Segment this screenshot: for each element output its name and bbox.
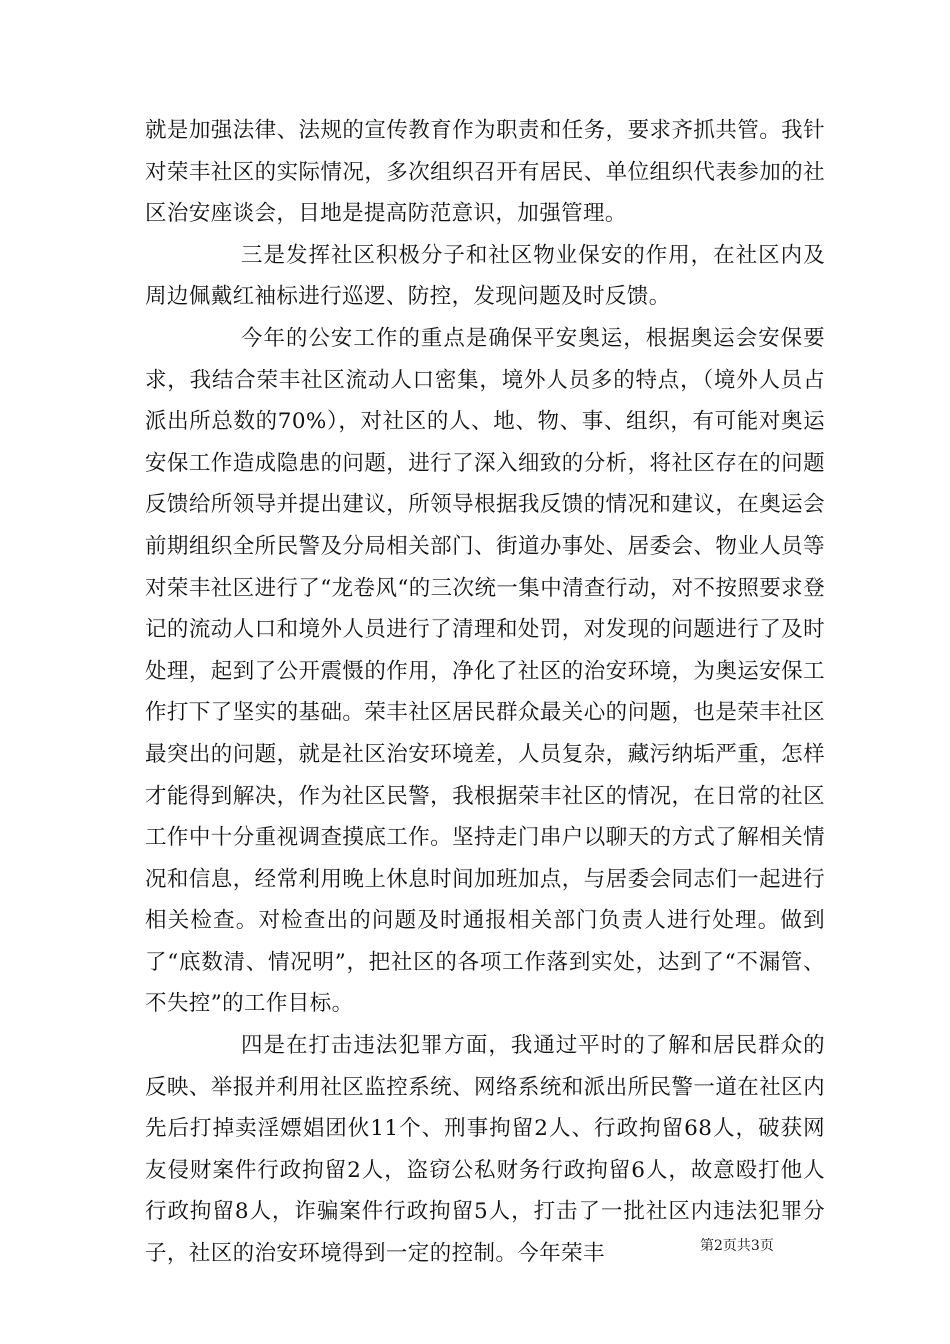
page-number-footer: 第2页共3页 xyxy=(700,1238,774,1254)
paragraph-4: 四是在打击违法犯罪方面，我通过平时的了解和居民群众的反映、举报并利用社区监控系统、网络系统和派出所民警一道在社区内先后打掉卖淫嫖娼团伙11个、刑事拘留2人、行政拘留68人，破获网友侵财案件行政拘留2人，盗窃公私财务行政拘留6人，故意殴打他人行政拘留8人，诈骗案件行政拘留5人，打击了一批社区内违法犯罪分子，社区的治安环境得到一定的控制。今年荣丰 xyxy=(145,1033,825,1267)
paragraph-1: 就是加强法律、法规的宣传教育作为职责和任务，要求齐抓共管。我针对荣丰社区的实际情况，多次组织召开有居民、单位组织代表参加的社区治安座谈会，目地是提高防范意识，加强管理。 xyxy=(145,118,825,227)
paragraph-2: 三是发挥社区积极分子和社区物业保安的作用，在社区内及周边佩戴红袖标进行巡逻、防控，发现问题及时反馈。 xyxy=(145,242,825,310)
document-body xyxy=(145,110,825,1275)
paragraph-3: 今年的公安工作的重点是确保平安奥运，根据奥运会安保要求，我结合荣丰社区流动人口密集，境外人员多的特点，（境外人员占派出所总数的70%），对社区的人、地、物、事、组织，有可能对奥运安保工作造成隐患的问题，进行了深入细致的分析，将社区存在的问题反馈给所领导并提出建议，所领导根据我反馈的情况和建议，在奥运会前期组织全所民警及分局相关部门、街道办事处、居委会、物业人员等对荣丰社区进行了“龙卷风“的三次统一集中清查行动，对不按照要求登记的流动人口和境外人员进行了清理和处罚，对发现的问题进行了及时处理，起到了公开震慑的作用，净化了社区的治安环境，为奥运安保工作打下了坚实的基础。荣丰社区居民群众最关心的问题，也是荣丰社区最突出的问题，就是社区治安环境差，人员复杂，藏污纳垢严重，怎样才能得到解决，作为社区民警，我根据荣丰社区的情况，在日常的社区工作中十分重视调查摸底工作。坚持走门串户以聊天的方式了解相关情况和信息，经常利用晚上休息时间加班加点，与居委会同志们一起进行相关检查。对检查出的问题及时通报相关部门负责人进行处理。做到了“底数清、情况明”，把社区的各项工作落到实处，达到了“不漏管、不失控”的工作目标。 xyxy=(145,325,825,1017)
